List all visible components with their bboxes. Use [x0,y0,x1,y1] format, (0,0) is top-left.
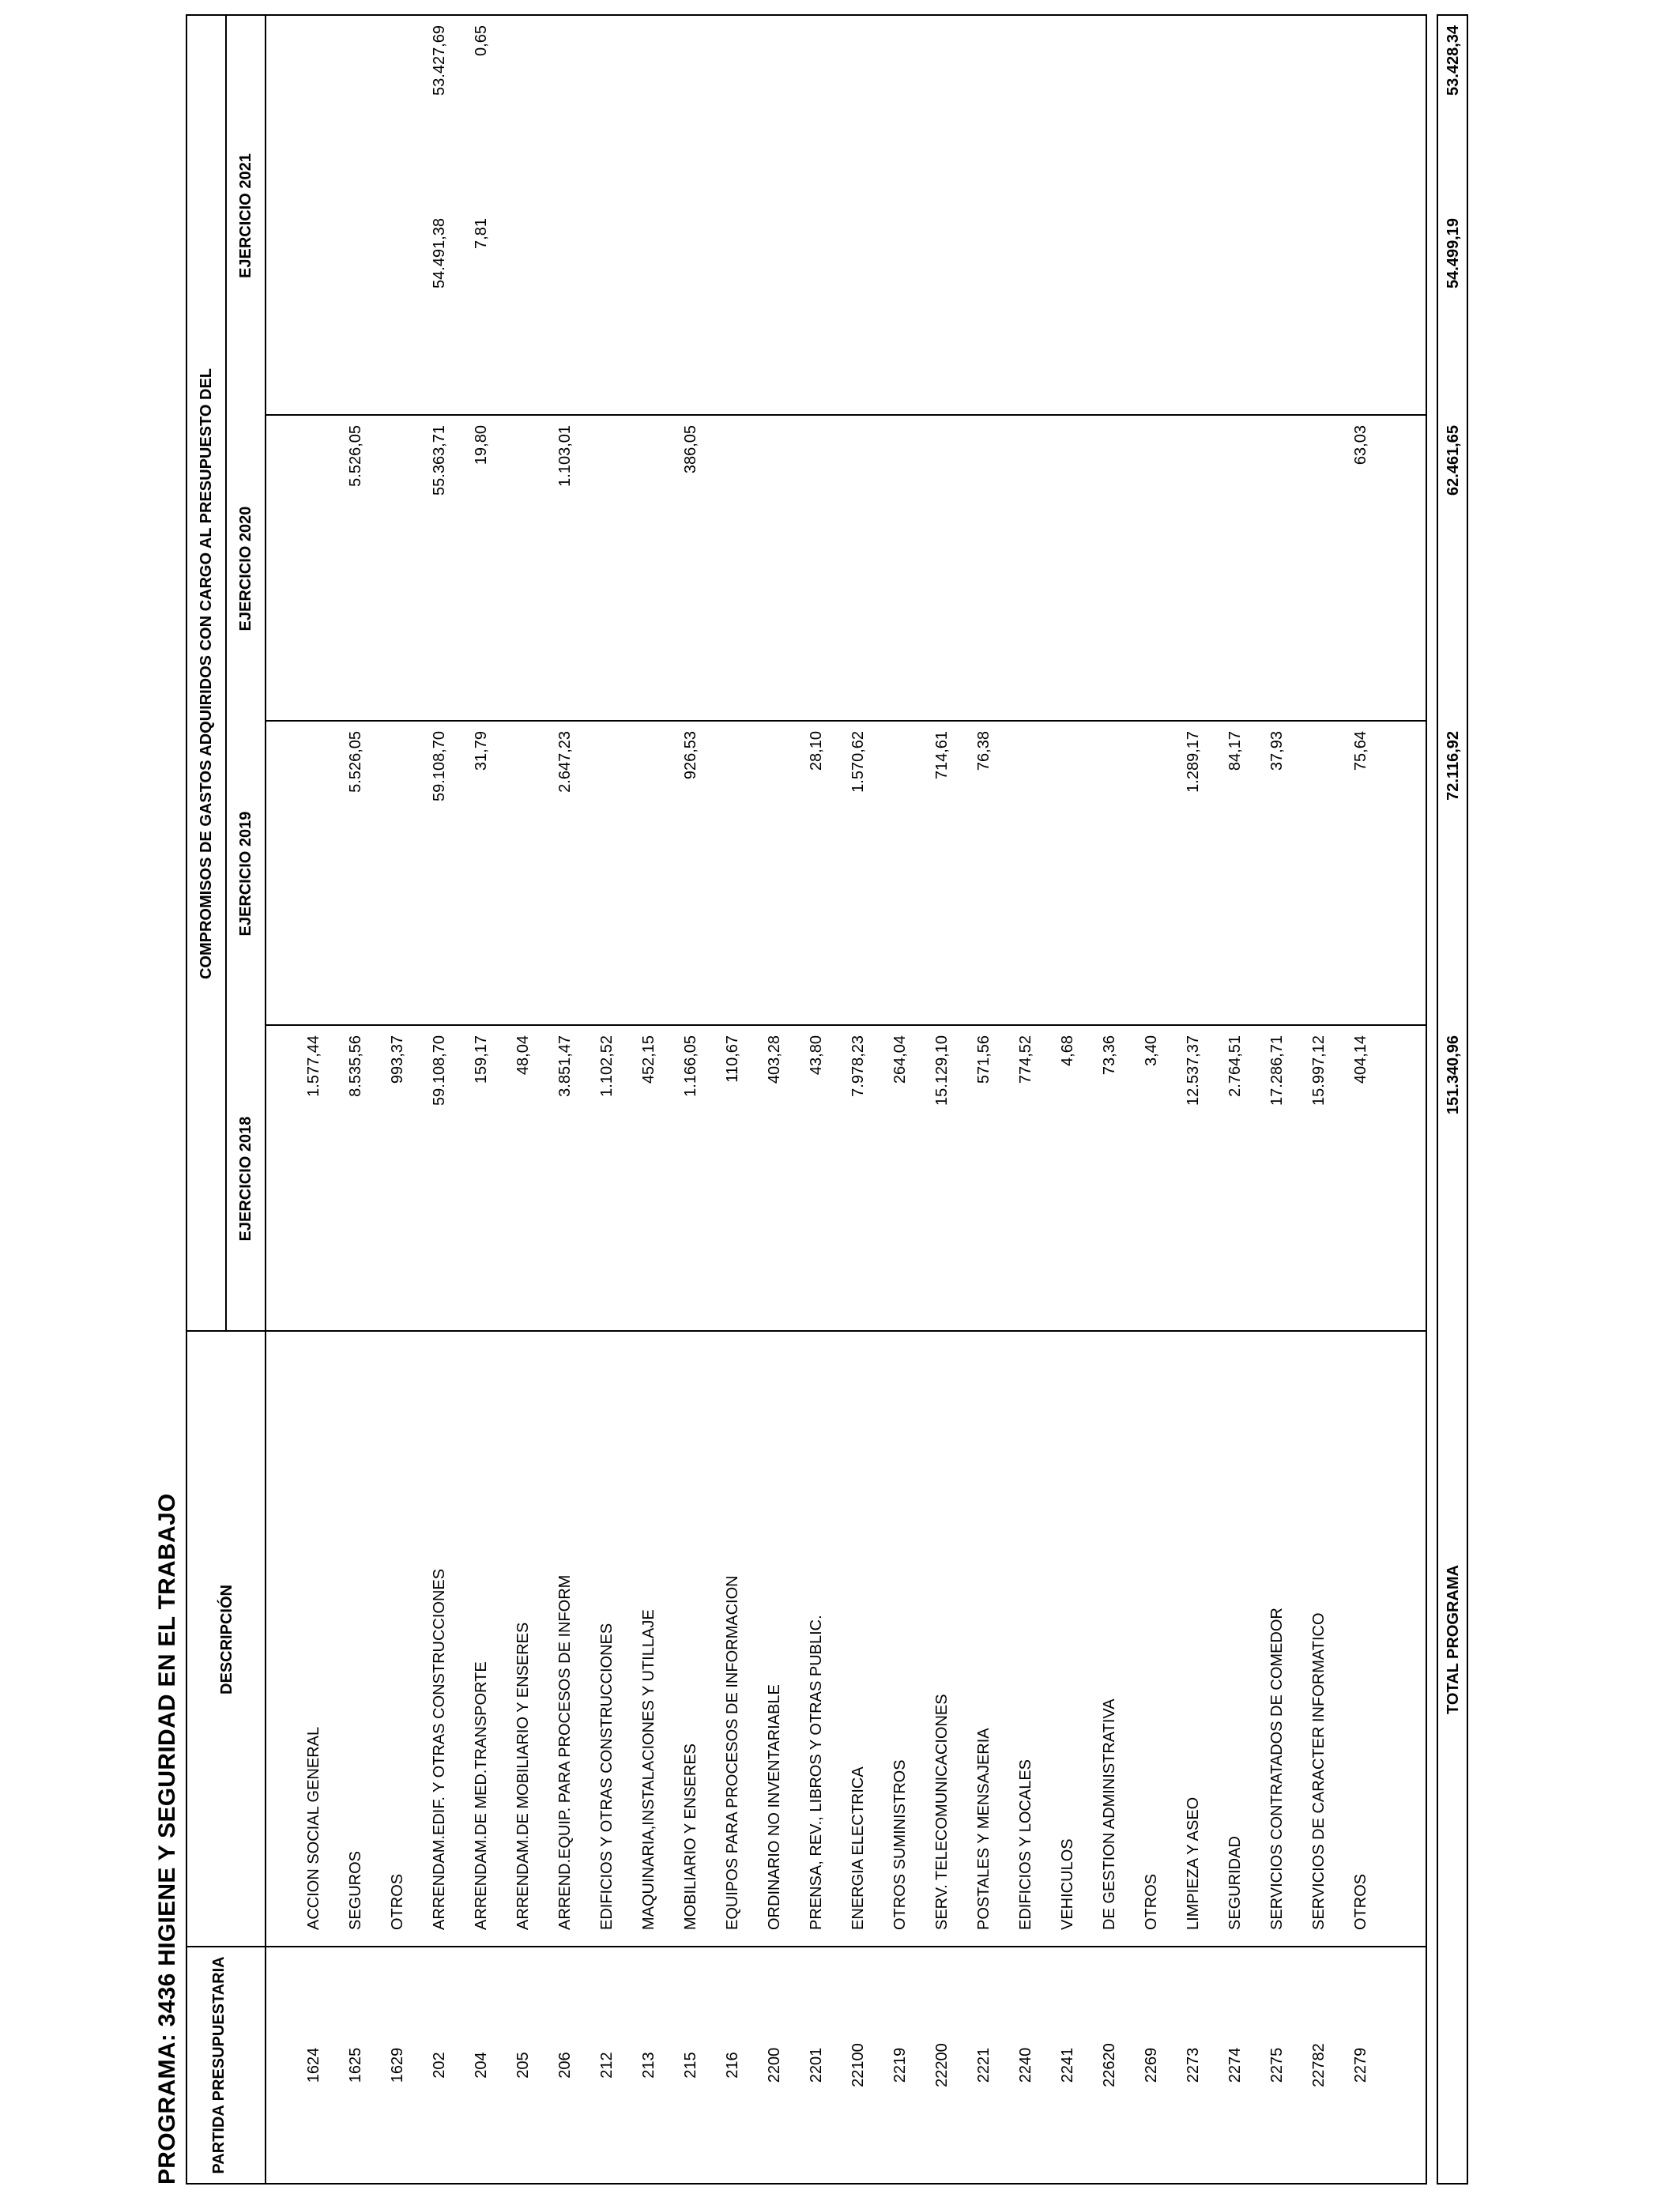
cell-ej2019: 84,17 [1226,731,1244,771]
cell-partida: 2269 [1143,2047,1160,2083]
cell-ej2018: 1.577,44 [305,1035,322,1097]
cell-ej2018: 3,40 [1143,1035,1160,1066]
header-ej2021: EJERCICIO 2021 [237,153,254,278]
cell-descripcion: EQUIPOS PARA PROCESOS DE INFORMACION [724,1575,741,1930]
cell-descripcion: LIMPIEZA Y ASEO [1185,1796,1202,1930]
header-ej2018: EJERCICIO 2018 [237,1116,254,1242]
cell-ej2019: 31,79 [473,731,490,771]
cell-descripcion: SERVICIOS CONTRATADOS DE COMEDOR [1268,1608,1286,1930]
cell-ej2019: 1.570,62 [849,731,867,793]
table-row [1341,16,1380,2183]
cell-partida: 2240 [1017,2047,1034,2083]
cell-descripcion: OTROS [389,1873,406,1930]
total-sucesivos: 53.428,34 [1445,25,1462,96]
cell-ej2018: 8.535,56 [347,1035,364,1097]
cell-ej2018: 48,04 [514,1035,532,1076]
cell-descripcion: SERV. TELECOMUNICACIONES [933,1694,951,1930]
table-row [587,16,626,2183]
cell-ej2018: 59.108,70 [431,1035,448,1106]
cell-ej2018: 774,52 [1017,1035,1034,1084]
cell-ej2020: 5.526,05 [347,425,364,487]
total-ej2018: 151.340,96 [1445,1035,1462,1115]
cell-descripcion: ACCION SOCIAL GENERAL [305,1726,322,1930]
cell-descripcion: ENERGIA ELECTRICA [849,1766,867,1930]
cell-ej2018: 15.997,12 [1310,1035,1328,1106]
cell-ej2020: 386,05 [682,425,699,474]
table-row [1048,16,1087,2183]
cell-descripcion: SERVICIOS DE CARACTER INFORMATICO [1310,1612,1328,1930]
cell-partida: 1629 [389,2047,406,2083]
cell-ej2018: 73,36 [1101,1035,1118,1076]
cell-partida: 216 [724,2052,741,2079]
cell-descripcion: POSTALES Y MENSAJERIA [975,1728,993,1930]
table-row [1132,16,1170,2183]
cell-partida: 22100 [849,2043,867,2087]
cell-ej2020: 55.363,71 [431,425,448,496]
table-row [503,16,542,2183]
cell-ej2018: 4,68 [1059,1035,1076,1066]
cell-ej2018: 110,67 [724,1035,741,1083]
cell-partida: 215 [682,2052,699,2079]
cell-ej2018: 264,04 [891,1035,909,1084]
cell-partida: 2201 [808,2047,825,2083]
header-divider [225,16,227,1332]
cell-ej2018: 3.851,47 [556,1035,574,1097]
header-descripcion: DESCRIPCIÓN [218,1585,235,1695]
cell-ej2018: 1.166,05 [682,1035,699,1097]
cell-partida: 2241 [1059,2047,1076,2083]
cell-descripcion: VEHICULOS [1059,1838,1076,1930]
table-row [797,16,835,2183]
cell-ej2019: 75,64 [1352,731,1369,771]
cell-ej2018: 404,14 [1352,1035,1369,1084]
table-row [1090,16,1128,2183]
cell-partida: 22782 [1310,2043,1328,2087]
cell-descripcion: OTROS [1352,1873,1369,1930]
budget-table [186,14,1427,2185]
cell-ej2019: 28,10 [808,731,825,771]
table-row [755,16,793,2183]
cell-descripcion: ARRENDAM.DE MED.TRANSPORTE [473,1661,490,1930]
cell-ej2018: 993,37 [389,1035,406,1084]
cell-ej2018: 571,56 [975,1035,993,1084]
cell-descripcion: ARREND.EQUIP. PARA PROCESOS DE INFORM [556,1574,574,1930]
cell-ej2018: 15.129,10 [933,1035,951,1106]
cell-partida: 2274 [1226,2047,1244,2083]
total-row [1437,14,1468,2185]
table-row [378,16,416,2183]
cell-descripcion: MOBILIARIO Y ENSERES [682,1743,699,1930]
cell-ej2019: 5.526,05 [347,731,364,793]
table-row [294,16,333,2183]
cell-ej2020: 1.103,01 [556,425,574,487]
cell-ej2018: 2.764,51 [1226,1035,1244,1097]
cell-ej2020: 19,80 [473,425,490,466]
cell-ej2018: 7.978,23 [849,1035,867,1097]
cell-descripcion: PRENSA, REV., LIBROS Y OTRAS PUBLIC. [808,1615,825,1930]
table-row [461,16,500,2183]
cell-descripcion: OTROS [1143,1873,1160,1930]
table-row [1257,16,1296,2183]
cell-descripcion: OTROS SUMINISTROS [891,1759,909,1930]
cell-ej2018: 452,15 [640,1035,657,1084]
cell-ej2020: 63,03 [1352,425,1369,466]
page-title: PROGRAMA: 3436 HIGIENE Y SEGURIDAD EN EL TRABAJO [154,1493,180,2185]
cell-partida: 2273 [1185,2047,1202,2083]
table-row [964,16,1003,2183]
header-ej2019: EJERCICIO 2019 [237,811,254,937]
table-row [629,16,668,2183]
cell-partida: 22200 [933,2043,951,2087]
cell-sucesivos: 0,65 [473,25,490,56]
table-row [420,16,458,2183]
cell-partida: 2200 [766,2047,783,2083]
total-ej2021: 54.499,19 [1445,218,1462,288]
cell-ej2018: 159,17 [473,1035,490,1084]
cell-ej2019: 76,38 [975,731,993,771]
cell-sucesivos: 53.427,69 [431,25,448,96]
table-row [1006,16,1045,2183]
cell-partida: 204 [473,2052,490,2079]
table-row [671,16,710,2183]
cell-ej2021: 7,81 [473,218,490,249]
table-row [922,16,961,2183]
cell-descripcion: DE GESTION ADMINISTRATIVA [1101,1698,1118,1930]
cell-descripcion: SEGURIDAD [1226,1836,1244,1930]
total-label: TOTAL PROGRAMA [1445,1565,1462,1714]
header-ej2020: EJERCICIO 2020 [237,506,254,631]
table-row [336,16,375,2183]
cell-ej2021: 54.491,38 [431,218,448,288]
cell-ej2019: 37,93 [1268,731,1286,771]
cell-descripcion: ARRENDAM.EDIF. Y OTRAS CONSTRUCCIONES [431,1568,448,1930]
cell-partida: 213 [640,2052,657,2079]
cell-descripcion: EDIFICIOS Y LOCALES [1017,1759,1034,1930]
cell-partida: 2279 [1352,2047,1369,2083]
cell-ej2018: 12.537,37 [1185,1035,1202,1106]
cell-partida: 2219 [891,2047,909,2083]
table-row [713,16,751,2183]
total-ej2019: 72.116,92 [1445,731,1462,801]
header-partida: PARTIDA PRESUPUESTARIA [210,1956,228,2174]
cell-ej2019: 714,61 [933,731,951,780]
cell-ej2018: 403,28 [766,1035,783,1084]
total-ej2020: 62.461,65 [1445,425,1462,496]
cell-ej2019: 2.647,23 [556,731,574,793]
cell-partida: 1624 [305,2047,322,2083]
cell-partida: 212 [598,2052,616,2079]
cell-ej2018: 17.286,71 [1268,1035,1286,1106]
cell-ej2018: 43,80 [808,1035,825,1076]
cell-ej2019: 1.289,17 [1185,731,1202,793]
header-group: COMPROMISOS DE GASTOS ADQUIRIDOS CON CARGO AL PRESUPUESTO DEL [198,368,215,980]
cell-descripcion: MAQUINARIA,INSTALACIONES Y UTILLAJE [640,1609,657,1930]
table-row [1173,16,1212,2183]
cell-ej2018: 1.102,52 [598,1035,616,1097]
cell-partida: 1625 [347,2047,364,2083]
table-row [1299,16,1338,2183]
cell-partida: 205 [514,2052,532,2079]
table-row [838,16,877,2183]
cell-partida: 206 [556,2052,574,2079]
header-divider [265,16,266,2183]
table-row [545,16,584,2183]
cell-descripcion: SEGUROS [347,1850,364,1930]
cell-partida: 2275 [1268,2047,1286,2083]
cell-partida: 22620 [1101,2043,1118,2087]
table-row [1215,16,1254,2183]
cell-descripcion: EDIFICIOS Y OTRAS CONSTRUCCIONES [598,1623,616,1930]
cell-partida: 202 [431,2052,448,2079]
cell-descripcion: ORDINARIO NO INVENTARIABLE [766,1684,783,1930]
cell-ej2019: 59.108,70 [431,731,448,801]
table-row [880,16,919,2183]
cell-ej2019: 926,53 [682,731,699,780]
cell-partida: 2221 [975,2047,993,2083]
cell-descripcion: ARRENDAM.DE MOBILIARIO Y ENSERES [514,1622,532,1930]
